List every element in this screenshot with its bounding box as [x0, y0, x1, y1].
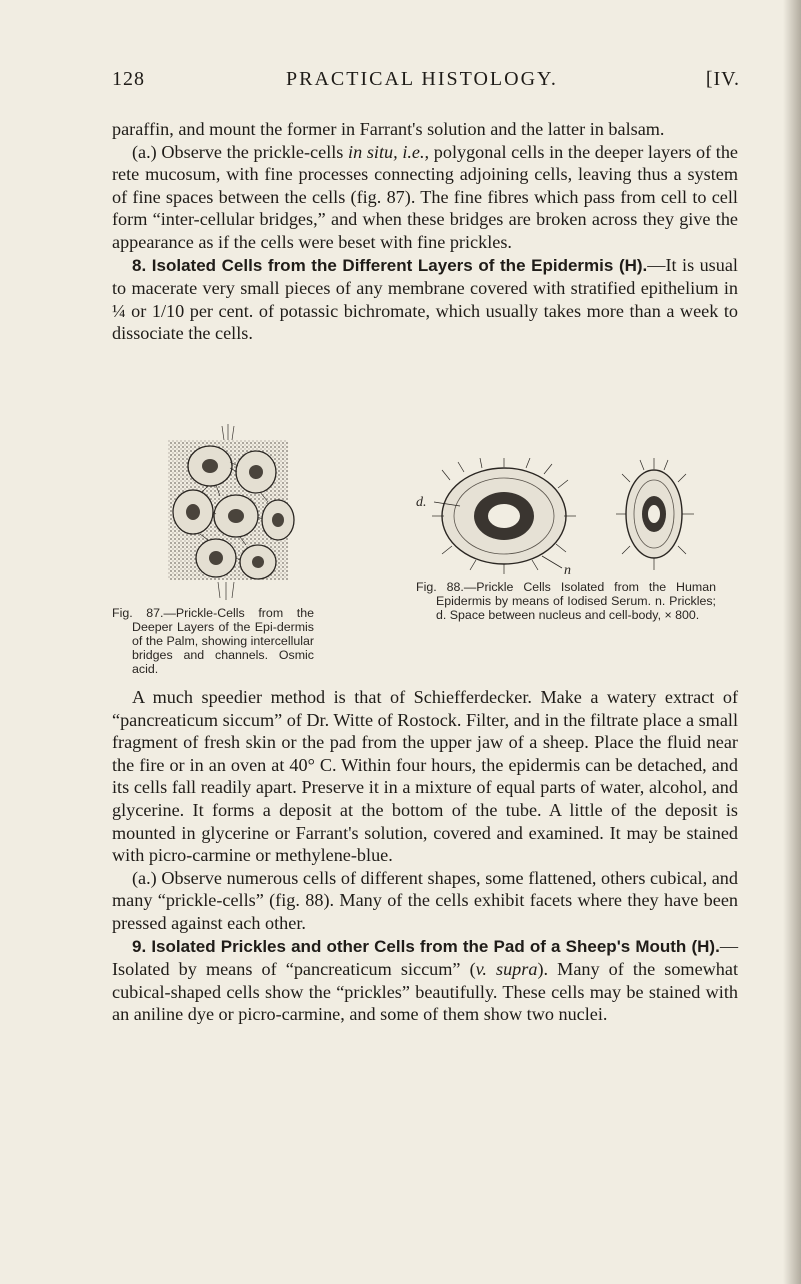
para2-lead: (a.) Observe the prickle-cells [132, 141, 344, 162]
running-title: PRACTICAL HISTOLOGY. [286, 68, 558, 90]
section-9-text-b: ). Many of the somewhat cubical-shaped cells show the “prickles” beautifully. These cells may be stained with an aniline dye or picro-carmine, and some of them show two nuclei. [112, 959, 738, 1025]
section-8 [112, 254, 738, 345]
fig-88-caption: Fig. 88.—Prickle Cells Isolated from the Human Epidermis by means of Iodised Serum. n. Prickles; d. Space between nucleus and cell-body, × 800. [416, 580, 716, 622]
body-text-bottom [112, 686, 738, 1026]
paragraph-2 [112, 141, 738, 254]
page-number: 128 [112, 68, 145, 90]
fig-88-label-d: d. [416, 495, 427, 510]
section-9 [112, 935, 738, 1026]
section-8-heading: 8. Isolated Cells from the Different Layers of the Epidermis (H). [132, 255, 648, 275]
section-9-heading: 9. Isolated Prickles and other Cells from the Pad of a Sheep's Mouth (H). [132, 936, 720, 956]
section-9-supra: v. supra [475, 959, 538, 980]
section-9-text-a: —Isolated by means of “pancreaticum siccum” ( [112, 935, 738, 980]
fig-87-caption: Fig. 87.—Prickle-Cells from the Deeper Layers of the Epi-dermis of the Palm, showing intercellular bridges and channels. Osmic acid. [112, 606, 314, 676]
section-8-text: —It is usual to macerate very small pieces of any membrane covered with stratified epithelium in ¼ or 1/10 per cent. of potassic bichromate, which usually takes more than a week to dissociate the cells. [112, 254, 738, 344]
page-edge-shadow [783, 0, 801, 1284]
fig-87-illustration [138, 422, 318, 604]
paragraph-4: (a.) Observe numerous cells of different shapes, some flattened, others cubical, and many “prickle-cells” (fig. 88). Many of the cells exhibit facets where they have been pressed against each other. [112, 867, 738, 933]
para2-rest: polygonal cells in the deeper layers of the rete mucosum, with fine processes connecting adjoining cells, leaving thus a system of fine spaces between the cells (fig. 87). The fine fibres which pass from cell to cell form “inter-cellular bridges,” and when these bridges are broken across they give the appearance as if the cells were beset with fine prickles. [112, 141, 738, 252]
para2-in-situ: in situ, i.e., [348, 141, 430, 162]
body-text-top [112, 118, 738, 345]
paragraph-1: paraffin, and mount the former in Farrant's solution and the latter in balsam. [112, 119, 665, 139]
fig-88-illustration [412, 458, 712, 578]
fig-88-label-n: n [564, 563, 571, 578]
running-header [112, 68, 740, 98]
figures [112, 420, 738, 676]
paragraph-3: A much speedier method is that of Schiefferdecker. Make a watery extract of “pancreaticum siccum” of Dr. Witte of Rostock. Filter, and in the filtrate place a small fragment of fresh skin or the pad from the upper jaw of a sheep. Place the fluid near the fire or in an oven at 40° C. Within four hours, the epidermis can be detached, and its cells fall readily apart. Preserve it in a mixture of equal parts of water, alcohol, and glycerine. It forms a deposit at the bottom of the tube. A little of the deposit is mounted in glycerine or Farrant's solution, covered and examined. It may be stained with picro-carmine or methylene-blue. [112, 687, 738, 866]
section-marker: [IV. [705, 68, 740, 90]
